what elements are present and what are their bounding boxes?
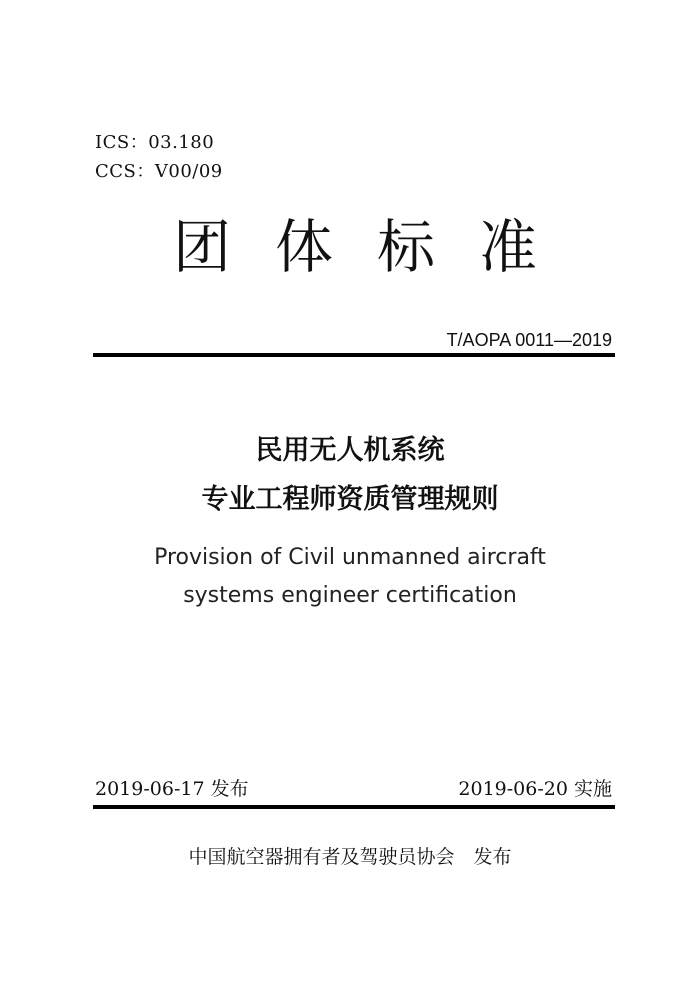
standard-number: T/AOPA 0011—2019 [446, 330, 612, 350]
document-type-title [95, 212, 615, 282]
release-date: 2019-06-17 发布 [95, 778, 249, 800]
bottom-rule [93, 805, 615, 809]
ccs-code: CCS：V00/09 [95, 161, 223, 182]
document-type-char: 团 [173, 213, 232, 281]
ics-code: ICS：03.180 [95, 132, 215, 153]
top-rule [93, 353, 615, 357]
chinese-title-line-1: 民用无人机系统 [255, 435, 445, 466]
document-type-char: 标 [376, 213, 435, 281]
publisher: 中国航空器拥有者及驾驶员协会 发布 [188, 846, 512, 868]
chinese-title-line-2: 专业工程师资质管理规则 [201, 484, 499, 515]
document-type-char: 体 [274, 213, 333, 281]
english-title-line-1: Provision of Civil unmanned aircraft [154, 545, 546, 570]
document-type-char: 准 [478, 213, 537, 281]
implementation-date: 2019-06-20 实施 [458, 778, 612, 800]
english-title-line-2: systems engineer certification [183, 583, 517, 608]
